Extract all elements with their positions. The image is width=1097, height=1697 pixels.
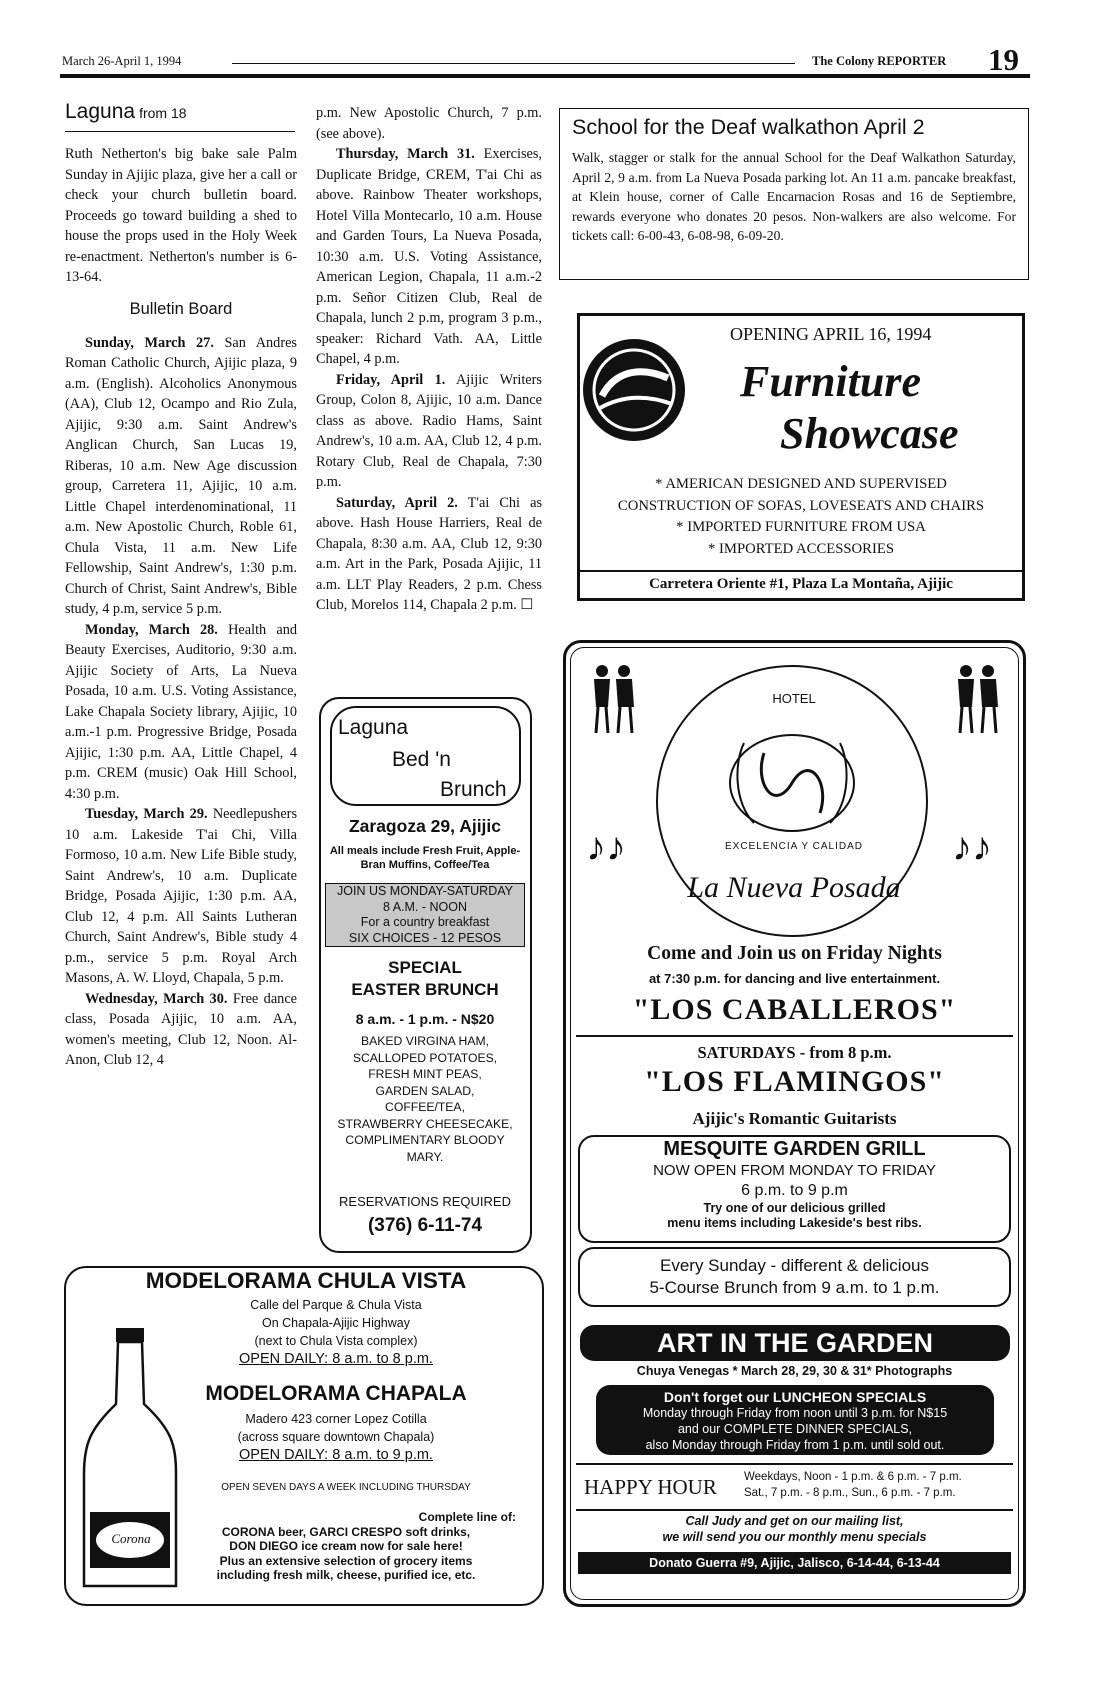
complete-line-text: including fresh milk, cheese, purified ice, etc. bbox=[216, 1568, 476, 1582]
crest-motto: EXCELENCIA Y CALIDAD bbox=[724, 841, 863, 852]
tuesday-entry bbox=[65, 804, 297, 989]
bed-brunch-ad bbox=[319, 697, 532, 1253]
thursday-heading: Thursday, March 31. bbox=[336, 146, 475, 162]
grill-try: Try one of our delicious grilled bbox=[703, 1201, 886, 1215]
brunch-name-3: Brunch bbox=[440, 778, 507, 801]
art-in-the-garden: ART IN THE GARDEN bbox=[580, 1325, 1010, 1361]
wednesday-text: Free dance class, Posada Ajijic, 10 a.m. AA, women's meeting, Club 12, Noon. Al-Anon, Club 12, 4 bbox=[65, 990, 298, 1068]
thursday-entry bbox=[316, 144, 542, 370]
menu-item: SCALLOPED POTATOES, bbox=[352, 1050, 498, 1065]
furniture-ad bbox=[577, 313, 1025, 601]
furniture-logo-icon bbox=[580, 336, 688, 444]
brunch-meals: All meals include Fresh Fruit, Apple-Bran Muffins, Coffee/Tea bbox=[329, 845, 521, 871]
address-line: (across square downtown Chapala) bbox=[237, 1430, 435, 1444]
corona-label: Corona bbox=[111, 1531, 151, 1546]
brunch-logo-box bbox=[330, 706, 521, 806]
dancing-couple-icon bbox=[952, 663, 1002, 735]
deaf-body: Walk, stagger or stalk for the annual School for the Deaf Walkathon Saturday, April 2, 9 a.m. from La Nueva Posada parking lot. An 11 a.m. pancake breakfast, at Klein house, corner of Calle Encarnacion Rosas and 16 de Septiembre, rewards everyone who donates 20 pesos. Non-walkers are also welcome. For tickets call: 6-00-43, 6-08-98, 6-09-20. bbox=[572, 150, 1016, 243]
address-line: On Chapala-Ajijic Highway bbox=[262, 1316, 410, 1330]
tuesday-text: Needlepushers 10 a.m. Lakeside T'ai Chi, Villa Formoso, 10 a.m. New Life Bible study, Saint Andrew's, 10 a.m. Duplicate Bridge, Posada Ajijic, 1:30 p.m. AA, Club 12, 4 p.m. All Saints Lutheran Church, Saint Andrew's, Bible study 4 p.m., service 5 p.m. Royal Arch Masons, A. W. Lloyd, Chapala, 5 p.m. bbox=[65, 806, 298, 986]
posada-rule bbox=[576, 1035, 1013, 1037]
menu-item: FRESH MINT PEAS, bbox=[368, 1067, 482, 1081]
heading-rule bbox=[65, 131, 295, 132]
happy-hour-weekdays: Weekdays, Noon - 1 p.m. & 6 p.m. - 7 p.m. bbox=[744, 1471, 962, 1483]
sunday-text: San Andres Roman Catholic Church, Ajijic plaza, 9 a.m. (English). Alcoholics Anonymous (AA), Club 12, Ocampo and Rio Zula, Ajijic, 9:30 a.m. Saint Andrew's Anglican Church, San Lucas 19, Riberas, 10 a.m. New Age discussion group, Carretera 11, Ajijic, 10 a.m. Little Chapel interdenominational, 11 a.m. New Apostolic Church, Roble 61, Chula Vista, 11 a.m. New Life Fellowship, Saint Andrew's, 1:30 p.m. Church of Christ, Saint Andrew's, Bible study, 4 p.m, service 5 p.m. bbox=[65, 334, 297, 617]
romantic-guitarists: Ajijic's Romantic Guitarists bbox=[692, 1109, 897, 1128]
menu-item: BAKED VIRGINA HAM, bbox=[361, 1034, 489, 1048]
friday-heading: Friday, April 1. bbox=[336, 371, 446, 388]
saturday-entry bbox=[316, 493, 542, 616]
menu-item: STRAWBERRY CHEESECAKE, bbox=[337, 1116, 513, 1131]
deaf-walkathon-box bbox=[559, 108, 1029, 280]
sunday-entry bbox=[65, 333, 297, 620]
complete-line bbox=[176, 1510, 516, 1583]
brunch-hours-box bbox=[325, 883, 525, 947]
posada-address: Donato Guerra #9, Ajijic, Jalisco, 6-14-44, 6-13-44 bbox=[578, 1552, 1011, 1574]
mailing-line-2: we will send you our monthly menu specials bbox=[662, 1530, 927, 1544]
special-title bbox=[321, 957, 529, 1001]
saturday-text: T'ai Chi as above. Hash House Harriers, Real de Chapala, 8:30 a.m. AA, Club 12, 9:30 a.m. Art in the Park, Posada Ajijic, 11 a.m. LLT Play Readers, 2 p.m. Chess Club, Morelos 114, Chapala 2 p.m. ☐ bbox=[316, 494, 543, 613]
posada-monogram-icon bbox=[714, 723, 870, 843]
reservations: RESERVATIONS REQUIRED bbox=[339, 1194, 511, 1209]
laguna-intro: Ruth Netherton's big bake sale Palm Sunday in Ajijic plaza, give her a call or check your church bulletin board. Proceeds go toward building a shed to house the props used in the Holy Week re-enactment. Netherton's number is 6-13-64. bbox=[65, 146, 297, 285]
sunday-brunch-box bbox=[578, 1247, 1011, 1307]
friday-text: Ajijic Writers Group, Colon 8, Ajijic, 10 a.m. Dance class as above. Radio Hams, Saint Andrew's, 10 a.m. AA, Club 12, 4 p.m. Rotary Club, Real de Chapala, 7:30 p.m. bbox=[316, 371, 542, 490]
open-hours-1: OPEN DAILY: 8 a.m. to 8 p.m. bbox=[239, 1351, 433, 1367]
posada-come: Come and Join us on Friday Nights bbox=[647, 943, 942, 964]
open-hours-2: OPEN DAILY: 8 a.m. to 9 p.m. bbox=[239, 1447, 433, 1463]
monday-heading: Monday, March 28. bbox=[85, 621, 218, 638]
deaf-title: School for the Deaf walkathon April 2 bbox=[572, 115, 925, 139]
continued-text: p.m. New Apostolic Church, 7 p.m. (see above). bbox=[316, 105, 542, 142]
modelorama-title-2: MODELORAMA CHAPALA bbox=[205, 1382, 467, 1405]
feature-2: CONSTRUCTION OF SOFAS, LOVESEATS AND CHAIRS bbox=[617, 497, 985, 514]
furniture-features bbox=[580, 474, 1022, 560]
dancing-couple-icon bbox=[588, 663, 638, 735]
happy-hour: HAPPY HOUR bbox=[584, 1475, 717, 1499]
header-rule bbox=[232, 63, 795, 64]
header-date: March 26-April 1, 1994 bbox=[62, 54, 182, 68]
feature-4: * IMPORTED ACCESSORIES bbox=[707, 540, 894, 557]
special-time: 8 a.m. - 1 p.m. - N$20 bbox=[355, 1011, 495, 1027]
los-caballeros: "LOS CABALLEROS" bbox=[632, 993, 957, 1026]
open-seven-days: OPEN SEVEN DAYS A WEEK INCLUDING THURSDAY bbox=[221, 1482, 471, 1493]
complete-line-text: DON DIEGO ice cream now for sale here! bbox=[229, 1539, 463, 1553]
menu-item: COFFEE/TEA, bbox=[385, 1100, 465, 1114]
posada-script-name: La Nueva Posada bbox=[687, 871, 901, 904]
hours-4: SIX CHOICES - 12 PESOS bbox=[348, 930, 502, 945]
furniture-address: Carretera Oriente #1, Plaza La Montaña, Ajijic bbox=[649, 576, 953, 592]
address-line: Calle del Parque & Chula Vista bbox=[250, 1298, 422, 1312]
grill-open: NOW OPEN FROM MONDAY TO FRIDAY bbox=[653, 1162, 936, 1179]
complete-line-text: Complete line of: bbox=[418, 1510, 516, 1524]
modelorama-ad bbox=[64, 1266, 544, 1606]
los-flamingos: "LOS FLAMINGOS" bbox=[644, 1065, 945, 1098]
luncheon-line: Don't forget our LUNCHEON SPECIALS bbox=[663, 1389, 927, 1405]
menu-item: MARY. bbox=[406, 1149, 444, 1164]
monday-text: Health and Beauty Exercises, Auditorio, 9:30 a.m. Ajijic Society of Arts, La Nueva Posada, 10 a.m. U.S. Voting Assistance, Lake Chapala Society library, Ajijic, 10 a.m.-1 p.m. Progressive Bridge, Posada Ajijic, 1:30 p.m. AA, Little Chapel, 4 p.m. CREM (music) Oak Hill School, 4:30 p.m. bbox=[65, 621, 298, 802]
art-subtitle: Chuya Venegas * March 28, 29, 30 & 31* Photographs bbox=[636, 1364, 953, 1378]
complete-line-text: Plus an extensive selection of grocery items bbox=[219, 1553, 473, 1568]
grill-title: MESQUITE GARDEN GRILL bbox=[663, 1138, 926, 1160]
modelorama-title-1: MODELORAMA CHULA VISTA bbox=[145, 1268, 467, 1293]
furniture-name-2: Showcase bbox=[780, 409, 959, 458]
laguna-from: from 18 bbox=[139, 105, 187, 121]
laguna-title: Laguna bbox=[65, 100, 136, 123]
friday-entry bbox=[316, 370, 542, 493]
happy-hour-rule bbox=[576, 1463, 1013, 1465]
wednesday-heading: Wednesday, March 30. bbox=[85, 990, 228, 1007]
grill-ribs: menu items including Lakeside's best ribs. bbox=[667, 1216, 922, 1230]
sunday-heading: Sunday, March 27. bbox=[85, 334, 214, 351]
feature-3: * IMPORTED FURNITURE FROM USA bbox=[676, 519, 926, 535]
bulletin-board-title: Bulletin Board bbox=[129, 299, 233, 318]
modelorama-address-2 bbox=[186, 1410, 486, 1464]
hours-2: 8 A.M. - NOON bbox=[382, 899, 468, 914]
furniture-rule bbox=[580, 570, 1022, 572]
mesquite-grill-box bbox=[578, 1135, 1011, 1243]
complete-line-text: CORONA beer, GARCI CRESPO soft drinks, bbox=[221, 1524, 471, 1539]
brunch-name-1: Laguna bbox=[338, 716, 409, 739]
posada-crest bbox=[656, 665, 928, 937]
happy-hour-times bbox=[744, 1469, 962, 1501]
brunch-phone: (376) 6-11-74 bbox=[367, 1215, 483, 1236]
posada-at: at 7:30 p.m. for dancing and live entertainment. bbox=[648, 971, 941, 986]
furniture-opening: OPENING APRIL 16, 1994 bbox=[730, 324, 932, 344]
tuesday-heading: Tuesday, March 29. bbox=[85, 806, 208, 822]
corona-bottle-icon bbox=[76, 1324, 186, 1594]
address-line: (next to Chula Vista complex) bbox=[254, 1334, 418, 1348]
luncheon-line: and our COMPLETE DINNER SPECIALS, bbox=[677, 1422, 913, 1436]
monday-entry bbox=[65, 620, 297, 805]
menu-item: COMPLIMENTARY BLOODY bbox=[345, 1133, 505, 1147]
hours-1: JOIN US MONDAY-SATURDAY bbox=[337, 884, 513, 898]
mailing-line-1: Call Judy and get on our mailing list, bbox=[685, 1514, 904, 1528]
brunch-address: Zaragoza 29, Ajijic bbox=[348, 816, 502, 836]
mailing-list bbox=[566, 1513, 1023, 1545]
laguna-heading bbox=[65, 100, 297, 128]
special-menu bbox=[321, 1033, 529, 1165]
wednesday-entry bbox=[65, 989, 297, 1071]
page-number: 19 bbox=[988, 42, 1019, 77]
thursday-text: Exercises, Duplicate Bridge, CREM, T'ai Chi as above. Rainbow Theater workshops, Hotel Villa Montecarlo, 10 a.m. House and Garden Tours, La Nueva Posada, 10:30 a.m. U.S. Voting Assistance, American Legion, Chapala, 11 a.m.-2 p.m. Señor Citizen Club, Real de Chapala, lunch 2 p.m, program 3 p.m., speaker: Richard Vath. AA, Little Chapel, 4 p.m. bbox=[316, 146, 543, 367]
middle-column bbox=[316, 103, 542, 616]
luncheon-line: also Monday through Friday from 1 p.m. until sold out. bbox=[645, 1438, 945, 1452]
music-note-icon: ♪♪ bbox=[952, 824, 992, 869]
brunch-line-1: Every Sunday - different & delicious bbox=[660, 1256, 929, 1275]
posada-ad bbox=[563, 640, 1026, 1607]
crest-hotel: HOTEL bbox=[772, 691, 816, 706]
special-2: EASTER BRUNCH bbox=[351, 980, 499, 999]
luncheon-line: Monday through Friday from noon until 3 p.m. for N$15 bbox=[642, 1406, 948, 1420]
grill-hours: 6 p.m. to 9 p.m bbox=[741, 1182, 848, 1199]
address-line: Madero 423 corner Lopez Cotilla bbox=[245, 1412, 427, 1426]
call-rule bbox=[576, 1509, 1013, 1511]
feature-1: * AMERICAN DESIGNED AND SUPERVISED bbox=[655, 476, 947, 492]
brunch-name-2: Bed 'n bbox=[392, 748, 451, 771]
menu-item: GARDEN SALAD, bbox=[375, 1083, 475, 1098]
special-1: SPECIAL bbox=[388, 958, 462, 977]
luncheon-box bbox=[596, 1385, 994, 1455]
header-paper: The Colony REPORTER bbox=[812, 54, 947, 68]
happy-hour-weekend: Sat., 7 p.m. - 8 p.m., Sun., 6 p.m. - 7 p.m. bbox=[744, 1487, 956, 1499]
header-thick-rule bbox=[60, 74, 1030, 78]
laguna-column bbox=[65, 100, 297, 1071]
brunch-line-2: 5-Course Brunch from 9 a.m. to 1 p.m. bbox=[649, 1278, 940, 1297]
modelorama-address-1 bbox=[186, 1296, 486, 1368]
posada-saturdays: SATURDAYS - from 8 p.m. bbox=[697, 1043, 892, 1062]
music-note-icon: ♪♪ bbox=[586, 824, 626, 869]
hours-3: For a country breakfast bbox=[360, 915, 490, 929]
saturday-heading: Saturday, April 2. bbox=[336, 494, 458, 511]
furniture-name-1: Furniture bbox=[740, 357, 921, 406]
